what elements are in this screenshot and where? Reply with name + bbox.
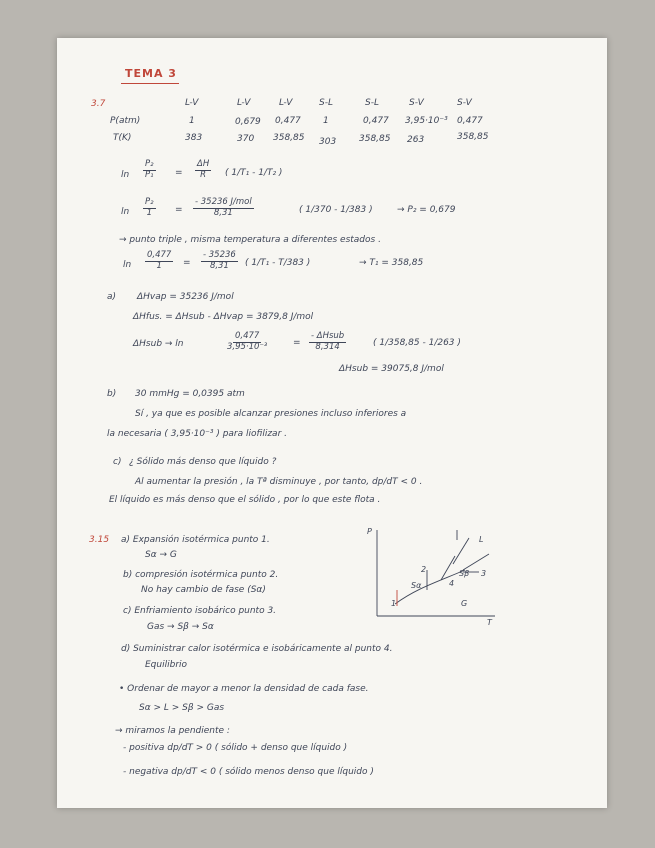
header-2: L-V xyxy=(237,98,251,108)
diagram-label-l: L xyxy=(479,535,484,544)
line3-rhs-fraction xyxy=(201,251,238,272)
p-value-3: 0,477 xyxy=(275,116,301,126)
p-value-6: 3,95·10⁻³ xyxy=(405,116,448,126)
p-value-1: 1 xyxy=(189,116,195,126)
t-value-7: 358,85 xyxy=(457,132,489,142)
diagram-label-g: G xyxy=(461,599,468,608)
curve-sb-l xyxy=(453,538,469,564)
diagram-point-4: 4 xyxy=(449,579,455,588)
header-7: S-V xyxy=(457,98,472,108)
header-1: L-V xyxy=(185,98,199,108)
part-a-paren: ( 1/358,85 - 1/263 ) xyxy=(373,338,461,348)
line2-rhs-den: 8,31 xyxy=(213,207,233,218)
part-b-line3: la necesaria ( 3,95·10⁻³ ) para liofilizar . xyxy=(107,429,287,439)
problem-label-3-7: 3.7 xyxy=(91,99,106,109)
clausius-rhs-fraction xyxy=(195,160,211,181)
t-value-5: 358,85 xyxy=(359,134,391,144)
curve-l-g xyxy=(463,554,489,570)
part-a-label: a) xyxy=(107,292,117,302)
item-a: a) Expansión isotérmica punto 1. xyxy=(121,535,270,545)
header-6: S-V xyxy=(409,98,424,108)
phase-diagram xyxy=(367,526,497,626)
order-value: Sα > L > Sβ > Gas xyxy=(139,703,225,713)
diagram-label-sb: Sβ xyxy=(459,569,470,578)
header-5: S-L xyxy=(365,98,379,108)
line2-rhs-num: - 35236 J/mol xyxy=(195,197,252,207)
item-d: d) Suministrar calor isotérmica e isobáricamente al punto 4. xyxy=(121,644,393,654)
line3-equals: = xyxy=(183,258,191,268)
curve-sa-sb xyxy=(441,556,455,580)
row-p-label: P(atm) xyxy=(110,116,141,126)
part-a-lhs-num: 0,477 xyxy=(235,331,260,341)
part-a-line1: ΔHvap = 35236 J/mol xyxy=(137,292,234,302)
slope-negative: - negativa dp/dT < 0 ( sólido menos denso que líquido ) xyxy=(123,767,374,777)
line3-lhs-fraction xyxy=(145,251,173,272)
diagram-point-3: 3 xyxy=(481,569,487,578)
title-underline xyxy=(121,83,179,84)
part-a-equals: = xyxy=(293,338,301,348)
clausius-lhs-den: P₁ xyxy=(145,169,154,180)
p-value-7: 0,477 xyxy=(457,116,483,126)
part-c-line2: Al aumentar la presión , la Tª disminuye , por tanto, dp/dT < 0 . xyxy=(135,477,423,487)
line2-rhs-fraction xyxy=(193,198,254,219)
t-value-6: 263 xyxy=(407,135,425,145)
curve-sa-g xyxy=(395,570,465,604)
p-value-5: 0,477 xyxy=(363,116,389,126)
part-a-rhs-den: 8,314 xyxy=(315,341,340,352)
part-b-line2: Sí , ya que es posible alcanzar presiones incluso inferiores a xyxy=(135,409,407,419)
clausius-paren: ( 1/T₁ - 1/T₂ ) xyxy=(225,168,283,178)
problem-label-3-15: 3.15 xyxy=(89,535,110,545)
item-c-sub: Gas → Sβ → Sα xyxy=(147,622,214,632)
item-d-sub: Equilibrio xyxy=(145,660,188,670)
line2-ln: ln xyxy=(121,207,130,217)
diagram-axis-t: T xyxy=(487,618,492,626)
t-value-1: 383 xyxy=(185,133,203,143)
line3-rhs-den: 8,31 xyxy=(209,260,229,271)
part-c-line1: ¿ Sólido más denso que líquido ? xyxy=(129,457,277,467)
clausius-rhs-den: R xyxy=(200,169,207,180)
slope-title: → miramos la pendiente : xyxy=(115,726,230,736)
p-value-2: 0,679 xyxy=(235,117,261,127)
line2-lhs-num: P₂ xyxy=(145,197,154,207)
item-a-sub: Sα → G xyxy=(145,550,177,560)
part-a-rhs-fraction xyxy=(309,332,346,353)
line3-paren: ( 1/T₁ - T/383 ) xyxy=(245,258,311,268)
notebook-page xyxy=(57,38,607,808)
clausius-rhs-num: ΔH xyxy=(197,159,210,169)
line2-lhs-fraction xyxy=(143,198,156,219)
diagram-axis-p: P xyxy=(367,527,372,536)
line3-rhs-num: - 35236 xyxy=(203,250,236,260)
t-value-4: 303 xyxy=(319,137,337,147)
part-c-label: c) xyxy=(113,457,122,467)
triple-point-note: → punto triple , misma temperatura a diferentes estados . xyxy=(119,235,381,245)
part-a-lhs-fraction xyxy=(225,332,269,353)
line2-lhs-den: 1 xyxy=(146,207,152,218)
item-b: b) compresión isotérmica punto 2. xyxy=(123,570,279,580)
line2-equals: = xyxy=(175,205,183,215)
page-title: TEMA 3 xyxy=(125,67,177,80)
item-c: c) Enfriamiento isobárico punto 3. xyxy=(123,606,277,616)
clausius-lhs-num: P₂ xyxy=(145,159,154,169)
line3-lhs-num: 0,477 xyxy=(147,250,172,260)
line3-lhs-den: 1 xyxy=(156,260,162,271)
part-b-label: b) xyxy=(107,389,117,399)
part-c-line3: El líquido es más denso que el sólido , por lo que este flota . xyxy=(109,495,381,505)
t-value-2: 370 xyxy=(237,134,255,144)
header-3: L-V xyxy=(279,98,293,108)
clausius-ln: ln xyxy=(121,170,130,180)
row-t-label: T(K) xyxy=(113,133,132,143)
line2-paren: ( 1/370 - 1/383 ) xyxy=(299,205,373,215)
diagram-label-sa: Sα xyxy=(411,581,422,590)
clausius-lhs-fraction xyxy=(143,160,156,181)
part-a-result: ΔHsub = 39075,8 J/mol xyxy=(339,364,444,374)
t-value-3: 358,85 xyxy=(273,133,305,143)
line2-result: → P₂ = 0,679 xyxy=(397,205,456,215)
diagram-point-1: 1 xyxy=(391,599,397,608)
line3-ln: ln xyxy=(123,260,132,270)
header-4: S-L xyxy=(319,98,333,108)
part-a-line2: ΔHfus. = ΔHsub - ΔHvap = 3879,8 J/mol xyxy=(133,312,314,322)
diagram-point-2: 2 xyxy=(421,565,427,574)
slope-positive: - positiva dp/dT > 0 ( sólido + denso que líquido ) xyxy=(123,743,348,753)
part-b-line1: 30 mmHg = 0,0395 atm xyxy=(135,389,245,399)
order-title: • Ordenar de mayor a menor la densidad de cada fase. xyxy=(119,684,369,694)
part-a-line3-left: ΔHsub → ln xyxy=(133,339,184,349)
p-value-4: 1 xyxy=(323,116,329,126)
part-a-lhs-den: 3,95·10⁻³ xyxy=(227,341,268,352)
part-a-rhs-num: - ΔHsub xyxy=(311,331,345,341)
line3-result: → T₁ = 358,85 xyxy=(359,258,424,268)
item-b-sub: No hay cambio de fase (Sα) xyxy=(141,585,266,595)
clausius-equals: = xyxy=(175,168,183,178)
